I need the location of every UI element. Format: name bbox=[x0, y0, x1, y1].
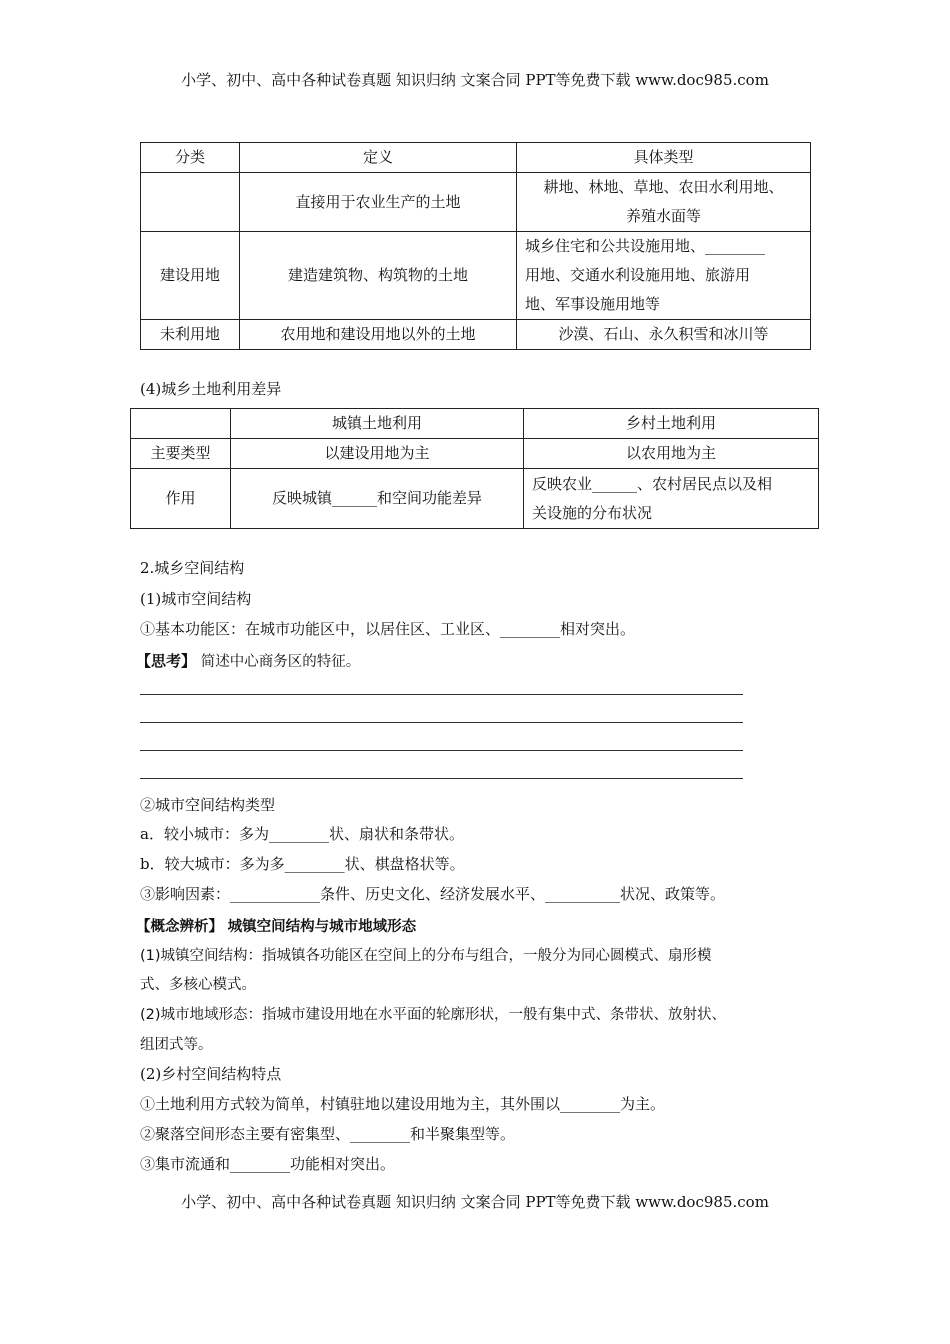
urban-rural-land-table bbox=[130, 408, 819, 529]
text-line: ②聚落空间形态主要有密集型、________和半聚集型等。 bbox=[140, 1125, 516, 1143]
table-cell bbox=[141, 173, 240, 232]
table-cell bbox=[517, 173, 811, 232]
text-line: (1)城镇空间结构：指城镇各功能区在空间上的分布与组合，一般分为同心圆模式、扇形模 bbox=[140, 948, 712, 964]
table-cell: 以建设用地为主 bbox=[231, 439, 524, 469]
concept-heading bbox=[136, 915, 416, 936]
section-title: (4)城乡土地利用差异 bbox=[140, 380, 282, 398]
table-cell: 建造建筑物、构筑物的土地 bbox=[240, 232, 517, 320]
answer-line[interactable] bbox=[140, 722, 743, 723]
land-classification-table bbox=[140, 142, 811, 350]
text-line: ③影响因素：____________条件、历史文化、经济发展水平、__________状况、政策等。 bbox=[140, 885, 726, 903]
table-header: 具体类型 bbox=[517, 143, 811, 173]
table-row bbox=[141, 232, 811, 320]
table-cell: 直接用于农业生产的土地 bbox=[240, 173, 517, 232]
table-cell: 沙漠、石山、永久积雪和冰川等 bbox=[517, 320, 811, 350]
think-prompt bbox=[136, 650, 360, 671]
concept-title: 城镇空间结构与城市地域形态 bbox=[227, 919, 417, 935]
text-line: 组团式等。 bbox=[140, 1037, 213, 1053]
table-cell: 反映城镇______和空间功能差异 bbox=[231, 469, 524, 529]
cell-line: 用地、交通水利设施用地、旅游用 bbox=[525, 266, 751, 284]
table-header: 分类 bbox=[141, 143, 240, 173]
table-cell: 主要类型 bbox=[131, 439, 231, 469]
text-line: ①土地利用方式较为简单，村镇驻地以建设用地为主，其外围以________为主。 bbox=[140, 1095, 666, 1113]
table-cell: 未利用地 bbox=[141, 320, 240, 350]
table-cell: 作用 bbox=[131, 469, 231, 529]
text-line: ③集市流通和________功能相对突出。 bbox=[140, 1155, 396, 1173]
subheading: (1)城市空间结构 bbox=[140, 590, 252, 608]
cell-line: 关设施的分布状况 bbox=[532, 503, 653, 522]
cell-line: 城乡住宅和公共设施用地、________ bbox=[525, 237, 766, 255]
table-cell: 建设用地 bbox=[141, 232, 240, 320]
text-line: ①基本功能区：在城市功能区中，以居住区、工业区、________相对突出。 bbox=[140, 620, 636, 638]
table-header: 乡村土地利用 bbox=[524, 409, 819, 439]
answer-line[interactable] bbox=[140, 778, 743, 779]
think-text: 简述中心商务区的特征。 bbox=[200, 654, 361, 670]
text-line: b．较大城市：多为多________状、棋盘格状等。 bbox=[140, 855, 465, 873]
subheading: (2)乡村空间结构特点 bbox=[140, 1065, 282, 1083]
table-header: 城镇土地利用 bbox=[231, 409, 524, 439]
text-line: (2)城市地域形态：指城市建设用地在水平面的轮廓形状，一般有集中式、条带状、放射状、 bbox=[140, 1007, 727, 1023]
table-cell: 以农用地为主 bbox=[524, 439, 819, 469]
answer-line[interactable] bbox=[140, 750, 743, 751]
section-heading: 2.城乡空间结构 bbox=[140, 559, 245, 577]
cell-line: 养殖水面等 bbox=[625, 207, 701, 225]
cell-line: 反映农业______、农村居民点以及相 bbox=[532, 474, 773, 493]
table-row bbox=[131, 439, 819, 469]
table-row bbox=[141, 173, 811, 232]
table-cell: 农用地和建设用地以外的土地 bbox=[240, 320, 517, 350]
think-label: 【思考】 bbox=[136, 652, 197, 670]
table-row bbox=[141, 320, 811, 350]
text-line: ②城市空间结构类型 bbox=[140, 796, 276, 814]
page-header: 小学、初中、高中各种试卷真题 知识归纳 文案合同 PPT等免费下载 www.doc985.com bbox=[181, 71, 769, 89]
page-footer: 小学、初中、高中各种试卷真题 知识归纳 文案合同 PPT等免费下载 www.doc985.com bbox=[181, 1193, 769, 1211]
text-line: 式、多核心模式。 bbox=[140, 977, 256, 993]
text-line: a．较小城市：多为________状、扇状和条带状。 bbox=[140, 825, 464, 843]
cell-line: 耕地、林地、草地、农田水利用地、 bbox=[543, 178, 784, 196]
answer-line[interactable] bbox=[140, 694, 743, 695]
concept-label: 【概念辨析】 bbox=[136, 919, 223, 935]
cell-line: 地、军事设施用地等 bbox=[525, 295, 661, 313]
table-cell bbox=[524, 469, 819, 529]
table-header bbox=[131, 409, 231, 439]
table-header: 定义 bbox=[240, 143, 517, 173]
table-cell bbox=[517, 232, 811, 320]
table-row bbox=[131, 469, 819, 529]
